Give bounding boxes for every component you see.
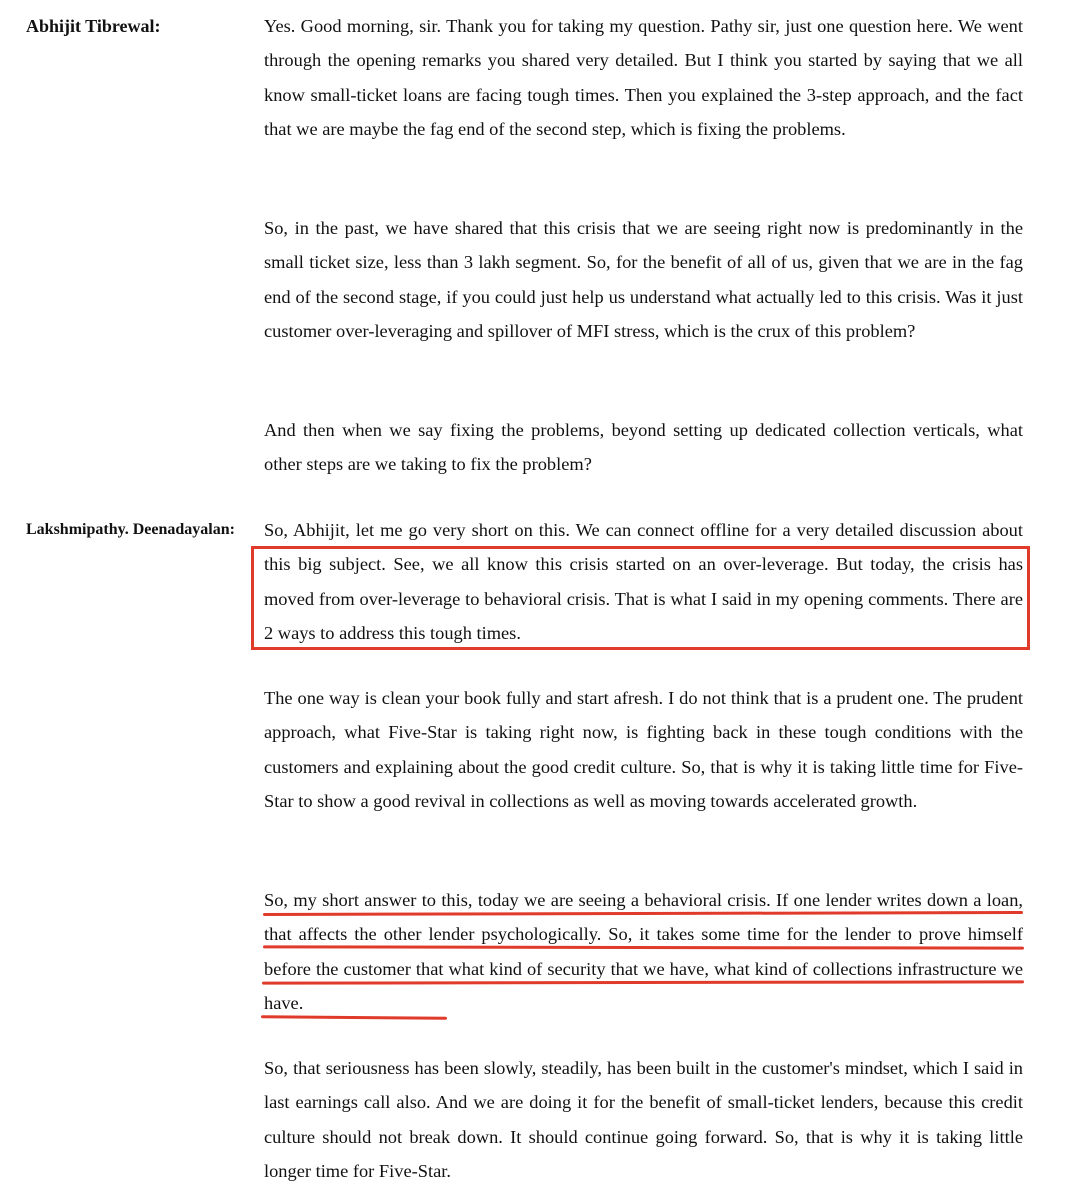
transcript-paragraph-6: So, my short answer to this, today we are seeing a behavioral crisis. If one lender writes down a loan, that affects the other lender psychologically. So, it takes some time for the lender to prove himself before the customer that what kind of security that we have, what kind of collections infrastructure we have. (264, 890, 1023, 1014)
transcript-paragraph-3: And then when we say fixing the problems, beyond setting up dedicated collection verticals, what other steps are we taking to fix the problem? (264, 420, 1023, 475)
transcript-paragraph-4: So, Abhijit, let me go very short on this. We can connect offline for a very detailed discussion about this big subject. See, we all know this crisis started on an over-leverage. But today, the crisis has moved from over-leverage to behavioral crisis. That is what I said in my opening comments. There are 2 ways to address this tough times. (264, 520, 1023, 644)
speaker-label-lakshmipathy: Lakshmipathy. Deenadayalan: (26, 521, 235, 538)
speaker-label-abhijit: Abhijit Tibrewal: (26, 16, 161, 36)
transcript-paragraph-1: Yes. Good morning, sir. Thank you for taking my question. Pathy sir, just one question here. We went through the opening remarks you shared very detailed. But I think you started by saying that we all know small-ticket loans are facing tough times. Then you explained the 3-step approach, and the fact that we are maybe the fag end of the second step, which is fixing the problems. (264, 16, 1023, 140)
transcript-paragraph-2: So, in the past, we have shared that this crisis that we are seeing right now is predominantly in the small ticket size, less than 3 lakh segment. So, for the benefit of all of us, given that we are in the fag end of the second stage, if you could just help us understand what actually led to this crisis. Was it just customer over-leveraging and spillover of MFI stress, which is the crux of this problem? (264, 218, 1023, 342)
transcript-paragraph-5: The one way is clean your book fully and start afresh. I do not think that is a prudent one. The prudent approach, what Five-Star is taking right now, is fighting back in these tough conditions with the customers and explaining about the good credit culture. So, that is why it is taking little time for Five-Star to show a good revival in collections as well as moving towards accelerated growth. (264, 688, 1023, 812)
transcript-paragraph-7: So, that seriousness has been slowly, steadily, has been built in the customer's mindset, which I said in last earnings call also. And we are doing it for the benefit of small-ticket lenders, because this credit culture should not break down. It should continue going forward. So, that is why it is taking little longer time for Five-Star. (264, 1058, 1023, 1182)
